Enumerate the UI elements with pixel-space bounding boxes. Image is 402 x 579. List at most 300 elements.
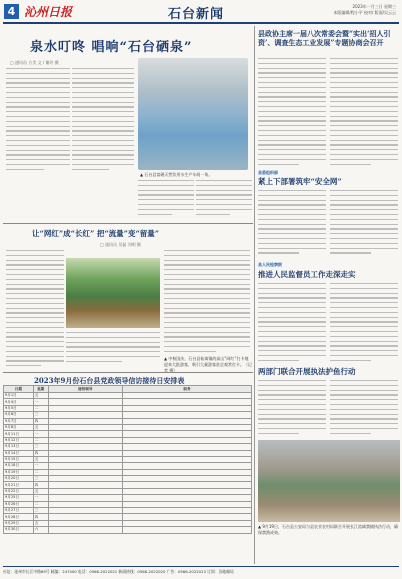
text-line	[330, 96, 398, 97]
text-line	[6, 293, 64, 294]
text-line	[330, 92, 398, 93]
table-cell: 9月12日	[4, 437, 34, 443]
table-cell: 9月22日	[4, 488, 34, 494]
text-line	[258, 355, 326, 356]
table-cell: 一	[33, 399, 48, 405]
right1-text-col2	[330, 58, 398, 170]
text-line	[196, 185, 252, 186]
table-cell: 四	[33, 482, 48, 488]
text-line	[72, 87, 134, 88]
article2-headline: 让“网红”成“长红” 把“流量”变“留量”	[32, 229, 160, 238]
table-cell: 一	[33, 495, 48, 501]
text-line	[138, 204, 194, 205]
table-cell: 二	[33, 501, 48, 507]
text-line	[6, 121, 70, 122]
table-cell: 9月20日	[4, 476, 34, 482]
text-line	[72, 68, 134, 69]
text-line	[258, 77, 326, 78]
table-cell: 9月8日	[4, 424, 34, 430]
table-cell: 9月29日	[4, 520, 34, 526]
table-cell: 9月11日	[4, 431, 34, 437]
right1-headline: 县政协主席一届八次常委会暨“实出‘招人引资’、调查生态工业发展”专题协商会召开	[258, 29, 391, 47]
text-line	[258, 154, 326, 155]
text-line	[72, 92, 134, 93]
text-line	[6, 164, 70, 165]
text-line	[330, 293, 398, 294]
text-line	[72, 159, 134, 160]
text-line	[330, 224, 398, 225]
text-line	[258, 68, 326, 69]
text-line	[330, 345, 398, 346]
text-line	[6, 87, 70, 88]
text-line	[258, 423, 326, 424]
table-cell: 二	[33, 437, 48, 443]
text-line	[6, 284, 64, 285]
text-line	[72, 169, 109, 170]
right4-headline: 两部门联合开展执法护鱼行动	[258, 367, 356, 376]
text-line	[330, 190, 398, 191]
text-line	[6, 130, 70, 131]
text-line	[6, 255, 64, 256]
table-cell: 9月30日	[4, 527, 34, 533]
table-cell: 二	[33, 405, 48, 411]
text-line	[258, 248, 326, 249]
text-line	[164, 308, 250, 309]
text-line	[196, 194, 252, 195]
text-line	[6, 332, 64, 333]
text-line	[6, 260, 64, 261]
text-line	[330, 116, 398, 117]
text-line	[138, 214, 172, 215]
text-line	[6, 111, 70, 112]
article1-text-col1	[6, 68, 70, 176]
text-line	[164, 317, 250, 318]
text-line	[258, 394, 326, 395]
page-header	[0, 0, 402, 22]
table-cell: 9月4日	[4, 399, 34, 405]
article1-text-col4	[196, 180, 252, 220]
text-line	[330, 219, 398, 220]
section-divider-2	[3, 372, 253, 373]
text-line	[72, 150, 134, 151]
text-line	[72, 78, 134, 79]
text-line	[6, 169, 44, 170]
text-line	[258, 96, 326, 97]
text-line	[330, 243, 398, 244]
text-line	[196, 214, 230, 215]
text-line	[258, 204, 326, 205]
text-line	[330, 130, 398, 131]
text-line	[258, 190, 326, 191]
table-cell: 9月25日	[4, 495, 34, 501]
table-cell: 9月27日	[4, 508, 34, 514]
text-line	[258, 233, 326, 234]
text-line	[6, 140, 70, 141]
text-line	[164, 264, 250, 265]
text-line	[6, 365, 41, 366]
text-line	[258, 116, 326, 117]
text-line	[330, 58, 398, 59]
text-line	[258, 336, 326, 337]
text-line	[330, 164, 371, 165]
text-line	[258, 58, 326, 59]
text-line	[164, 288, 250, 289]
text-line	[258, 350, 326, 351]
article2-photo-caption: ▲ 中秋国庆，石台县仙寓镇的高山“网红”打卡地迎来大批游客，吸引大量游客驻足观赏打卡。（记者 摄）	[164, 356, 252, 373]
text-line	[138, 209, 194, 210]
text-line	[258, 164, 299, 165]
table-cell: 三	[33, 476, 48, 482]
text-line	[330, 399, 398, 400]
text-line	[330, 355, 398, 356]
text-line	[72, 145, 134, 146]
text-line	[6, 154, 70, 155]
text-line	[330, 341, 398, 342]
text-line	[258, 92, 326, 93]
editor-line: 本版编辑/程小平 校对/ 版面/吴云云	[333, 10, 396, 15]
text-line	[258, 293, 326, 294]
text-line	[164, 298, 250, 299]
text-line	[6, 356, 64, 357]
text-line	[6, 308, 64, 309]
table-cell: 五	[33, 520, 48, 526]
text-line	[164, 332, 250, 333]
table-cell: 六	[33, 527, 48, 533]
text-line	[164, 327, 250, 328]
text-line	[330, 200, 398, 201]
text-line	[258, 302, 326, 303]
text-line	[258, 228, 326, 229]
text-line	[72, 82, 134, 83]
table-header-cell: 接待领导	[48, 386, 122, 393]
text-line	[72, 130, 134, 131]
table-row	[4, 527, 252, 533]
text-line	[330, 283, 398, 284]
text-line	[164, 322, 250, 323]
text-line	[258, 433, 299, 434]
text-line	[330, 317, 398, 318]
text-line	[330, 336, 398, 337]
table-cell: 9月13日	[4, 444, 34, 450]
text-line	[66, 337, 160, 338]
text-line	[72, 73, 134, 74]
table-cell: 四	[33, 514, 48, 520]
text-line	[72, 140, 134, 141]
text-line	[6, 303, 64, 304]
text-line	[330, 87, 398, 88]
text-line	[6, 126, 70, 127]
text-line	[258, 144, 326, 145]
table-cell: 9月18日	[4, 463, 34, 469]
text-line	[258, 200, 326, 201]
article1-text-col2	[72, 68, 134, 176]
text-line	[258, 120, 326, 121]
text-line	[66, 342, 160, 343]
text-line	[330, 209, 398, 210]
text-line	[258, 321, 326, 322]
text-line	[6, 341, 64, 342]
text-line	[66, 332, 160, 333]
text-line	[6, 346, 64, 347]
table-cell: 二	[33, 469, 48, 475]
right4-photo-caption: ▲ 9月19日，石台县公安局与县农业农村局联合开展长江流域禁捕执法行动，确保禁渔成效。	[258, 524, 398, 535]
text-line	[330, 409, 398, 410]
text-line	[164, 312, 250, 313]
text-line	[258, 130, 326, 131]
text-line	[164, 341, 250, 342]
text-line	[258, 195, 326, 196]
table-cell: 9月6日	[4, 412, 34, 418]
text-line	[258, 360, 299, 361]
right3-text-col2	[330, 283, 398, 365]
table-header-row	[4, 386, 252, 393]
table-cell: 9月21日	[4, 482, 34, 488]
table-cell	[48, 527, 122, 533]
text-line	[6, 322, 64, 323]
text-line	[6, 92, 70, 93]
text-line	[72, 126, 134, 127]
section-divider	[3, 223, 253, 224]
text-line	[72, 106, 134, 107]
text-line	[330, 252, 371, 253]
text-line	[164, 346, 250, 347]
text-line	[330, 214, 398, 215]
text-line	[138, 194, 194, 195]
right2-text-col2	[330, 190, 398, 258]
text-line	[6, 336, 64, 337]
text-line	[6, 279, 64, 280]
text-line	[258, 283, 326, 284]
text-line	[258, 209, 326, 210]
text-line	[6, 116, 70, 117]
text-line	[258, 149, 326, 150]
text-line	[164, 269, 250, 270]
table-header-cell: 职务	[123, 386, 252, 393]
text-line	[330, 111, 398, 112]
table-cell: 9月26日	[4, 501, 34, 507]
text-line	[258, 214, 326, 215]
text-line	[258, 385, 326, 386]
schedule-table	[3, 385, 252, 565]
text-line	[330, 385, 398, 386]
text-line	[164, 351, 216, 352]
text-line	[330, 204, 398, 205]
right3-tag: 县人民检察院	[258, 262, 282, 267]
text-line	[258, 326, 326, 327]
text-line	[330, 140, 398, 141]
text-line	[258, 140, 326, 141]
text-line	[258, 404, 326, 405]
text-line	[138, 185, 194, 186]
text-line	[330, 248, 398, 249]
text-line	[330, 154, 398, 155]
right4-photo	[258, 440, 400, 522]
text-line	[330, 428, 398, 429]
table-cell: 一	[33, 431, 48, 437]
text-line	[196, 199, 252, 200]
text-line	[330, 394, 398, 395]
text-line	[164, 293, 250, 294]
text-line	[66, 361, 122, 362]
text-line	[6, 250, 64, 251]
text-line	[72, 154, 134, 155]
text-line	[6, 106, 70, 107]
article2-photo	[66, 258, 160, 328]
text-line	[6, 264, 64, 265]
right2-text-col1	[258, 190, 326, 258]
date-line: 2023年一月三日 星期三	[352, 4, 396, 9]
text-line	[6, 135, 70, 136]
text-line	[72, 116, 134, 117]
text-line	[330, 125, 398, 126]
page-footer: 社址：池州市长江中路89号 邮编：247000 电话：0566-2022021 新闻热线：0566-2022020 广告：0566-2022023 订阅：各地邮局	[3, 566, 399, 575]
text-line	[258, 125, 326, 126]
table-cell: 一	[33, 463, 48, 469]
text-line	[196, 190, 252, 191]
text-line	[258, 72, 326, 73]
text-line	[164, 250, 250, 251]
text-line	[258, 106, 326, 107]
text-line	[258, 390, 326, 391]
text-line	[66, 346, 160, 347]
text-line	[330, 418, 398, 419]
text-line	[6, 97, 70, 98]
table-cell: 五	[33, 424, 48, 430]
article2-text-col2	[66, 332, 160, 370]
text-line	[258, 238, 326, 239]
text-line	[258, 428, 326, 429]
table-body	[4, 393, 252, 534]
text-line	[258, 297, 326, 298]
text-line	[330, 63, 398, 64]
text-line	[330, 390, 398, 391]
table-header-cell: 日期	[4, 386, 34, 393]
text-line	[258, 414, 326, 415]
text-line	[6, 327, 64, 328]
text-line	[330, 360, 371, 361]
text-line	[330, 101, 398, 102]
text-line	[330, 195, 398, 196]
text-line	[6, 78, 70, 79]
text-line	[196, 204, 252, 205]
text-line	[164, 279, 250, 280]
page-number: 4	[4, 4, 19, 19]
text-line	[330, 350, 398, 351]
right2-headline: 紧上下部署筑牢“安全网”	[258, 177, 342, 186]
article1-byline: □ 通讯员 方美 文 / 谢玲 摄	[10, 60, 59, 65]
table-cell: 9月1日	[4, 393, 34, 399]
text-line	[258, 345, 326, 346]
text-line	[164, 303, 250, 304]
text-line	[258, 341, 326, 342]
table-cell: 9月7日	[4, 418, 34, 424]
text-line	[258, 252, 299, 253]
table-cell: 9月15日	[4, 456, 34, 462]
right1-text-col1	[258, 58, 326, 170]
text-line	[164, 260, 250, 261]
table-cell: 9月5日	[4, 405, 34, 411]
table-cell: 五	[33, 393, 48, 399]
text-line	[6, 150, 70, 151]
text-line	[330, 135, 398, 136]
article1-photo	[138, 58, 248, 170]
article1-text-col3	[138, 180, 194, 220]
table-cell: 三	[33, 412, 48, 418]
text-line	[258, 418, 326, 419]
text-line	[258, 380, 326, 381]
table-cell: 三	[33, 444, 48, 450]
section-title: 石台新闻	[168, 7, 225, 22]
text-line	[330, 404, 398, 405]
text-line	[330, 321, 398, 322]
text-line	[6, 145, 70, 146]
text-line	[330, 297, 398, 298]
text-line	[330, 414, 398, 415]
table-cell: 9月19日	[4, 469, 34, 475]
text-line	[72, 121, 134, 122]
right3-text-col1	[258, 283, 326, 365]
text-line	[6, 298, 64, 299]
text-line	[330, 106, 398, 107]
text-line	[330, 326, 398, 327]
text-line	[330, 144, 398, 145]
schedule-table-title: 2023年9月份石台县党政领导信访接待日安排表	[34, 376, 185, 385]
text-line	[72, 97, 134, 98]
text-line	[196, 180, 252, 181]
text-line	[138, 190, 194, 191]
text-line	[330, 288, 398, 289]
text-line	[196, 209, 252, 210]
table-cell: 四	[33, 450, 48, 456]
text-line	[330, 82, 398, 83]
text-line	[330, 72, 398, 73]
table-cell: 五	[33, 456, 48, 462]
text-line	[164, 336, 250, 337]
article2-byline: □ 通讯员 吴磊 刘明 摄	[100, 242, 141, 247]
text-line	[66, 351, 160, 352]
text-line	[258, 224, 326, 225]
right4-text-col1	[258, 380, 326, 438]
table-cell: 9月14日	[4, 450, 34, 456]
text-line	[6, 312, 64, 313]
text-line	[330, 433, 371, 434]
article2-text-col3	[164, 250, 250, 356]
text-line	[6, 351, 64, 352]
text-line	[330, 68, 398, 69]
text-line	[6, 102, 70, 103]
text-line	[330, 77, 398, 78]
text-line	[66, 356, 160, 357]
text-line	[72, 102, 134, 103]
text-line	[258, 288, 326, 289]
text-line	[258, 399, 326, 400]
text-line	[164, 255, 250, 256]
table-cell	[123, 527, 252, 533]
newspaper-logo: 沁州日报	[24, 5, 73, 19]
text-line	[6, 68, 70, 69]
text-line	[6, 269, 64, 270]
text-line	[258, 317, 326, 318]
text-line	[138, 180, 194, 181]
text-line	[258, 111, 326, 112]
text-line	[164, 284, 250, 285]
text-line	[330, 312, 398, 313]
column-divider	[254, 26, 255, 564]
text-line	[6, 274, 64, 275]
header-info	[333, 4, 396, 16]
text-line	[138, 199, 194, 200]
text-line	[330, 380, 398, 381]
